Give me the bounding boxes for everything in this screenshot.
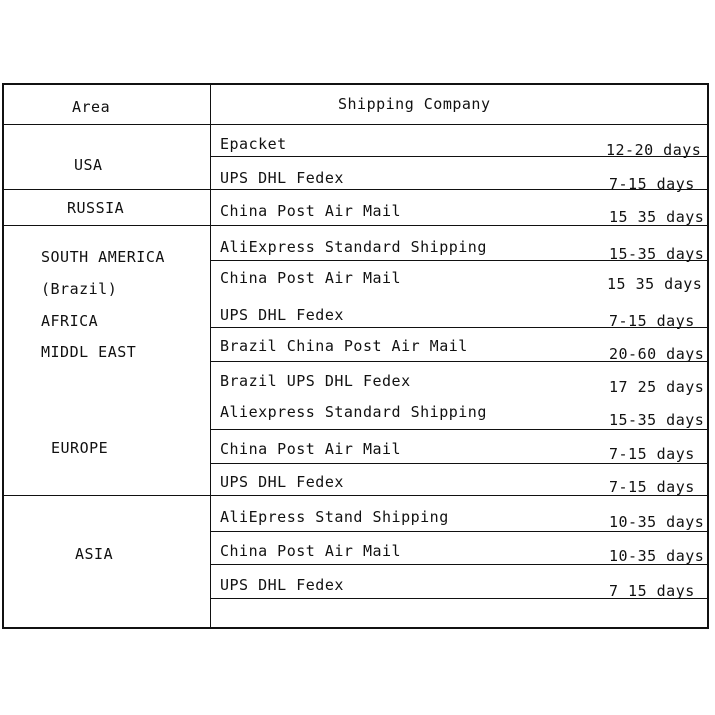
days-cell: 7 15 days [609, 582, 695, 600]
company-cell: AliEpress Stand Shipping [220, 508, 449, 526]
area-brazil: (Brazil) [41, 280, 118, 298]
area-russia: RUSSIA [67, 199, 125, 217]
header-divider [4, 124, 707, 125]
days-cell: 15 35 days [607, 275, 703, 293]
company-cell: China Post Air Mail [220, 542, 402, 560]
company-cell: AliExpress Standard Shipping [220, 238, 487, 256]
area-africa: AFRICA [41, 312, 99, 330]
company-cell: UPS DHL Fedex [220, 576, 344, 594]
company-cell: Brazil UPS DHL Fedex [220, 372, 411, 390]
company-cell: UPS DHL Fedex [220, 473, 344, 491]
shipping-table [2, 83, 709, 629]
company-cell: China Post Air Mail [220, 440, 402, 458]
row-divider [210, 531, 707, 532]
company-cell: UPS DHL Fedex [220, 306, 344, 324]
company-cell: UPS DHL Fedex [220, 169, 344, 187]
days-cell: 17 25 days [609, 378, 705, 396]
days-cell: 10-35 days [609, 547, 705, 565]
row-divider [4, 495, 707, 496]
header-area: Area [72, 98, 111, 116]
days-cell: 15 35 days [609, 208, 705, 226]
row-divider [4, 225, 707, 226]
days-cell: 7-15 days [609, 175, 695, 193]
company-cell: Aliexpress Standard Shipping [220, 403, 487, 421]
days-cell: 15-35 days [609, 245, 705, 263]
row-divider [210, 429, 707, 430]
column-divider [210, 85, 211, 627]
days-cell: 7-15 days [609, 478, 695, 496]
company-cell: China Post Air Mail [220, 269, 402, 287]
company-cell: China Post Air Mail [220, 202, 402, 220]
area-europe: EUROPE [51, 439, 109, 457]
header-shipping-company: Shipping Company [338, 95, 491, 113]
days-cell: 7-15 days [609, 312, 695, 330]
company-cell: Epacket [220, 135, 287, 153]
row-divider [4, 189, 707, 190]
days-cell: 7-15 days [609, 445, 695, 463]
days-cell: 12-20 days [606, 141, 702, 159]
area-south-america: SOUTH AMERICA [41, 248, 165, 266]
area-asia: ASIA [75, 545, 114, 563]
row-divider [210, 463, 707, 464]
company-cell: Brazil China Post Air Mail [220, 337, 468, 355]
area-middle-east: MIDDL EAST [41, 343, 137, 361]
days-cell: 20-60 days [609, 345, 705, 363]
days-cell: 10-35 days [609, 513, 705, 531]
days-cell: 15-35 days [609, 411, 705, 429]
area-usa: USA [74, 156, 103, 174]
